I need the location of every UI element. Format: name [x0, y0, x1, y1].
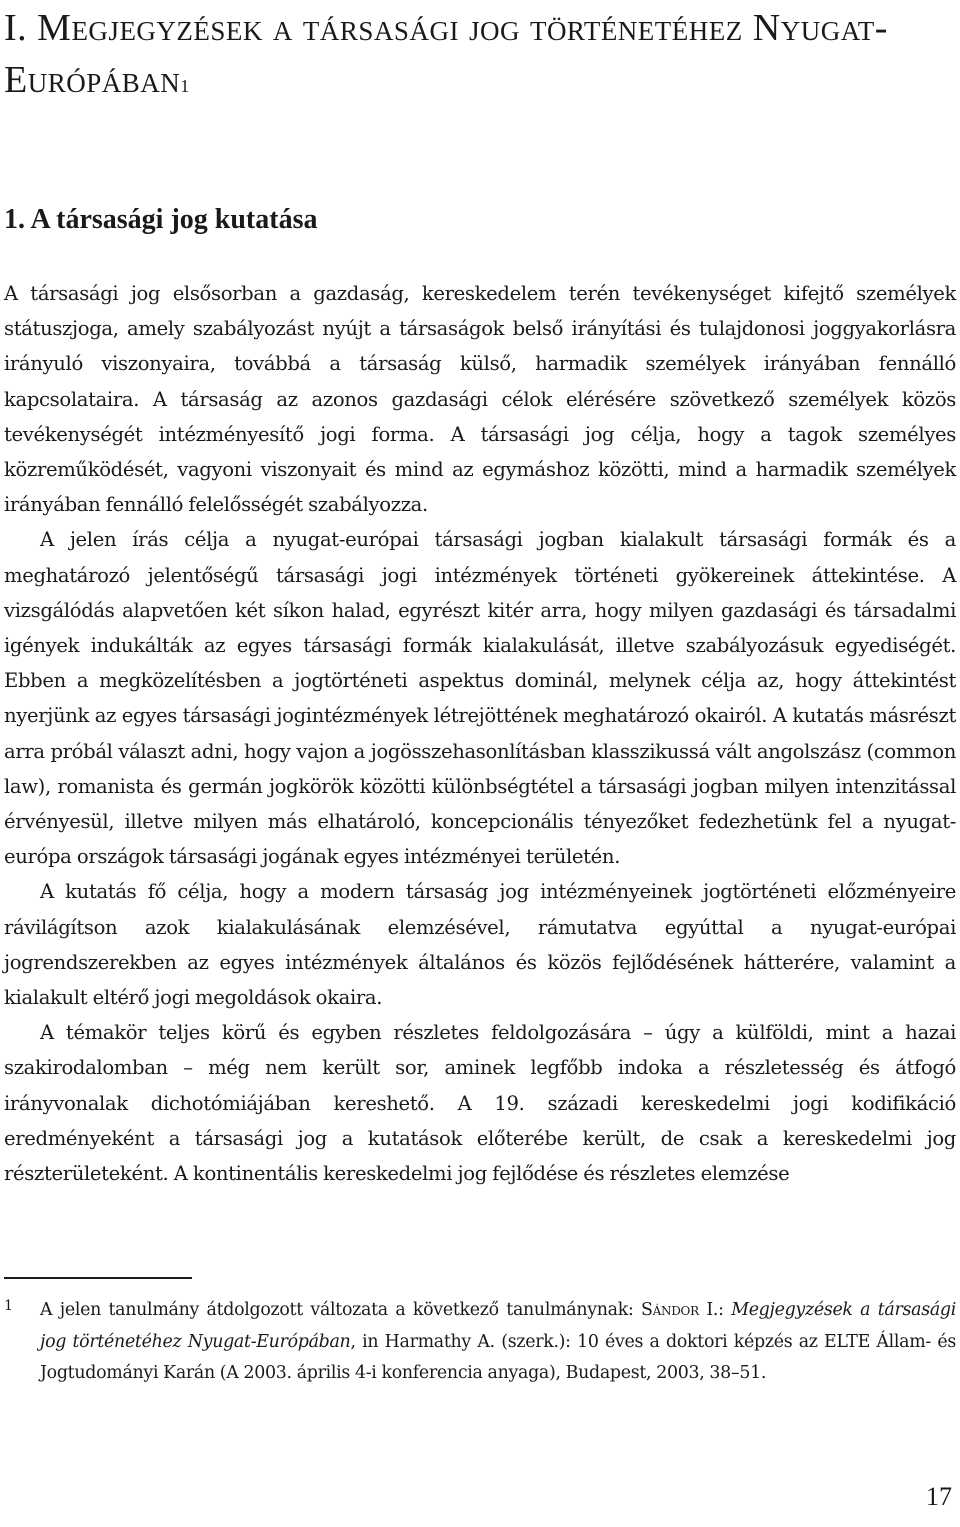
footnote-text-rest: , in Harmathy A. (szerk.): 10 éves a doktori képzés az ELTE Állam- és Jogtudományi Karán (A 2003. április 4-i konferencia anyaga), Budapest, 2003, 38–51. [40, 1331, 956, 1383]
footnote-mark: 1 [4, 1298, 13, 1314]
footnote-divider [4, 1277, 192, 1279]
footnote-cited-title: Megjegyzések a társasági jog történetéhez Nyugat-Európában [40, 1300, 956, 1352]
paragraph-2: A jelen írás célja a nyugat-európai társasági jogban kialakult társasági formák és a meghatározó jelentőségű társasági jogi intézmények történeti gyökereinek áttekintése. A vizsgálódás alapvetően két síkon halad, egyrészt kitér arra, hogy milyen gazdasági és társadalmi igények indukálták az egyes társasági formák kialakulását, illetve szabályozásuk egyediségét. Ebben a megközelítésben a jogtörténeti aspektus dominál, melynek célja az, hogy áttekintést nyerjünk az egyes társasági jogintézmények létrejöttének meghatározó okairól. A kutatás másrészt arra próbál választ adni, hogy vajon a jogösszehasonlításban klasszikussá vált angolszász (common law), romanista és germán jogkörök közötti különbségtétel a társasági jogban milyen intenzitással érvényesül, illetve milyen más elhatároló, koncepcionális tényezőket fedezhetünk fel a nyugat-európa országok társasági jogának egyes intézményei területén. [4, 528, 956, 869]
page-number: 17 [926, 1482, 952, 1511]
footnote-separator: : [718, 1300, 732, 1320]
paragraph-3: A kutatás fő célja, hogy a modern társaság jog intézményeinek jogtörténeti előzményeire rávilágítson azok kialakulásának elemzésével, rámutatva egyúttal a nyugat-európai jogrendszerekben az egyes intézmények általános és közös fejlődésének hátterére, valamint a kialakult eltérő jogi megoldások okaira. [4, 880, 956, 1010]
footnote-reference[interactable]: 1 [180, 76, 190, 96]
paragraph-4: A témakör teljes körű és egyben részletes feldolgozására – úgy a külföldi, mint a hazai szakirodalomban – még nem került sor, aminek legfőbb indoka a részletesség és átfogó irányvonalak dichotómiájában kereshető. A 19. századi kereskedelmi jogi kodifikáció eredményeként a társasági jog a kutatások előterébe került, de csak a kereskedelmi jog részterületeként. A kontinentális kereskedelmi jog fejlődése és részletes elemzése [4, 1021, 956, 1186]
section-heading: 1. A társasági jog kutatása [4, 204, 318, 235]
footnote-author: Sándor I. [641, 1300, 719, 1320]
chapter-title-text: I. Megjegyzések a társasági jog történetéhez Nyugat-Európában [4, 7, 888, 101]
footnote [4, 1295, 956, 1390]
paragraph-1: A társasági jog elsősorban a gazdaság, kereskedelem terén tevékenységet kifejtő személyek státuszjoga, amely szabályozást nyújt a társaságok belső irányítási és tulajdonosi joggyakorlásra irányuló viszonyaira, továbbá a társaság külső, harmadik személyek irányában fennálló kapcsolataira. A társaság az azonos gazdasági célok elérésére szövetkező személyek közös tevékenységét intézményesítő jogi forma. A társasági jog célja, hogy a tagok személyes közreműködését, vagyoni viszonyait és mind az egymáshoz közötti, mind a harmadik személyek irányában fennálló felelősségét szabályozza. [4, 282, 956, 517]
chapter-title [4, 2, 954, 106]
body-text [4, 276, 956, 1191]
footnote-text-intro: A jelen tanulmány átdolgozott változata a következő tanulmánynak: [40, 1300, 642, 1320]
